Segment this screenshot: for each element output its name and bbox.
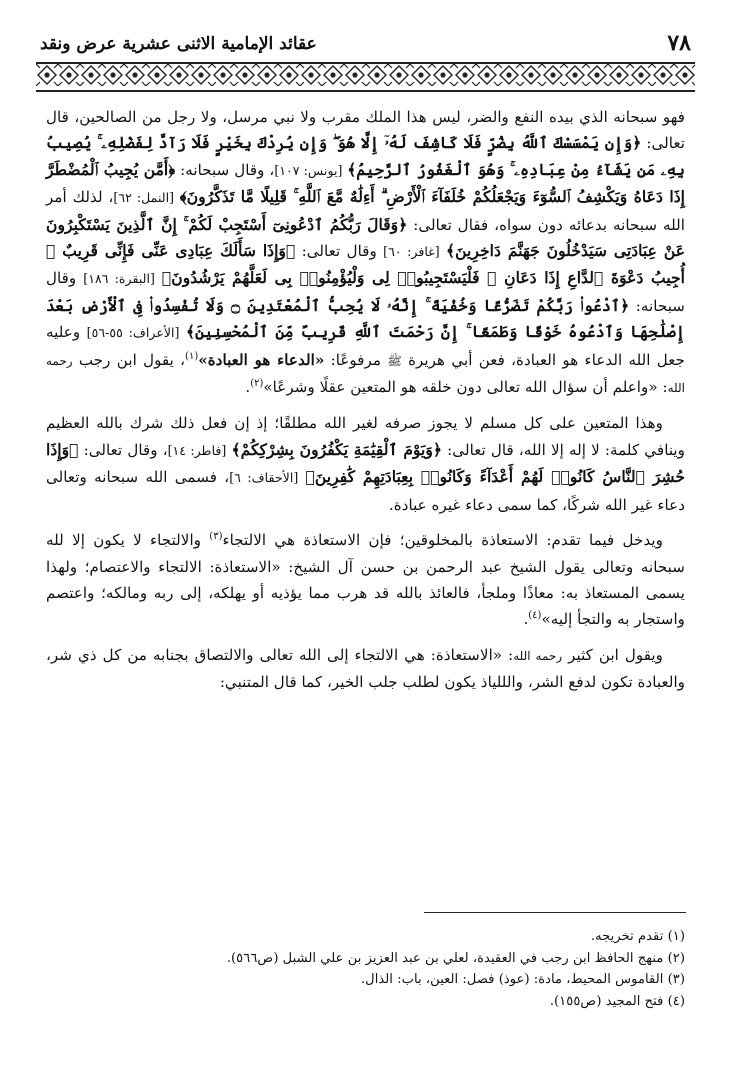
quran-verse: ﴿ٱدْعُوا۟ رَبَّكُمْ تَضَرُّعًا وَخُفْيَةً ۚ إِنَّهُۥ لَا يُحِبُّ ٱلْمُعْتَدِينَ ۝ وَلَا تُفْسِدُوا۟ فِى ٱلْأَرْضِ بَعْدَ إِصْلَٰحِهَا وَٱدْعُوهُ خَوْفًا وَطَمَعًا ۚ إِنَّ رَحْمَتَ ٱللَّهِ قَرِيبٌ مِّنَ ٱلْمُحْسِنِينَ﴾ — [46, 295, 686, 342]
text-run: ، وقال تعالى: — [78, 440, 168, 459]
verse-citation: [الأحقاف: ٦] — [229, 470, 299, 486]
verse-citation: [فاطر: ١٤] — [167, 442, 227, 458]
text-run: ، يقول ابن رجب — [72, 350, 186, 369]
paragraph-2 — [46, 410, 685, 518]
text-run: . — [245, 378, 251, 397]
verse-citation: [النمل: ٦٢] — [113, 190, 175, 206]
quran-verse: ﴿وَيَوْمَ ٱلْقِيَٰمَةِ يَكْفُرُونَ بِشِرْكِكُمْ﴾ — [231, 439, 443, 459]
text-run: وهذا المتعين على كل مسلم لا يجوز صرفه لغير الله مطلقًا؛ إذ إن فعل ذلك شرك بالله العظيم وينافي كلمة: لا إله إلا الله، قال تعالى: — [46, 414, 685, 459]
footnote-ref[interactable]: (١) — [185, 350, 199, 362]
verse-citation: [البقرة: ١٨٦] — [83, 271, 155, 287]
hadith-quote: «الدعاء هو العبادة» — [198, 350, 325, 369]
quran-verse: ﴿وَإِذَا سَأَلَكَ عِبَادِى عَنِّى فَإِنِّى قَرِيبٌ ۖ أُجِيبُ دَعْوَةَ ٱلدَّاعِ إِذَا دَعَانِ ۖ فَلْيَسْتَجِيبُوا۟ لِى وَلْيُؤْمِنُوا۟ بِى لَعَلَّهُمْ يَرْشُدُونَ﴾ — [46, 241, 686, 288]
main-text — [46, 104, 685, 705]
footnote-ref[interactable]: (٤) — [528, 610, 542, 622]
footnote-ref[interactable]: (٢) — [250, 378, 264, 389]
honorific-glyph: رحمه الله — [513, 648, 563, 663]
page-header — [40, 30, 691, 60]
text-run: وقال سبحانه: — [46, 269, 686, 315]
verse-citation: [يونس: ١٠٧] — [274, 162, 343, 178]
quran-verse: ﴿وَقَالَ رَبُّكُمُ ٱدْعُونِىٓ أَسْتَجِبْ لَكُمْ ۚ إِنَّ ٱلَّذِينَ يَسْتَكْبِرُونَ عَنْ عِبَادَتِى سَيَدْخُلُونَ جَهَنَّمَ دَاخِرِينَ﴾ — [46, 214, 686, 261]
verse-citation: [الأعراف: ٥٥-٥٦] — [86, 325, 180, 341]
running-title: عقائد الإمامية الاثنى عشرية عرض ونقد — [40, 34, 317, 54]
text-run: فهو سبحانه الذي بيده النفع والضر، ليس هذا الملك مقرب ولا نبي مرسل، ولا رجل من الصالحين، قال تعالى: — [46, 108, 685, 153]
verse-citation: [غافر: ٦٠] — [383, 244, 440, 260]
paragraph-4 — [46, 642, 685, 696]
text-run: مرفوعًا: — [324, 350, 388, 369]
text-run: ويدخل فيما تقدم: الاستعاذة بالمخلوقين؛ فإن الاستعاذة هي الالتجاء — [222, 531, 663, 550]
paragraph-3 — [46, 527, 685, 633]
text-run: . — [523, 610, 529, 629]
footnotes — [46, 926, 685, 1012]
honorific-glyph: رحمه الله — [46, 353, 685, 396]
footnote-1: (١) تقدم تخريجه. — [590, 929, 685, 944]
footnote-3: (٣) القاموس المحيط، مادة: (عوذ) فصل: العين، باب: الذال. — [360, 972, 685, 987]
honorific-glyph: ﷺ — [387, 353, 402, 368]
quran-verse: ﴿أَمَّن يُجِيبُ ٱلْمُضْطَرَّ إِذَا دَعَاهُ وَيَكْشِفُ ٱلسُّوٓءَ وَيَجْعَلُكُمْ خُلَفَآءَ ٱلْأَرْضِ ۗ أَءِلَٰهٌ مَّعَ ٱللَّهِ ۚ قَلِيلًا مَّا تَذَكَّرُونَ﴾ — [46, 159, 685, 207]
text-run: وعليه جعل الله الدعاء هو العبادة، فعن أبي هريرة — [46, 323, 685, 369]
text-run: والالتجاء لا يكون إلا لله سبحانه وتعالى يقول الشيخ عبد الرحمن بن حسن آل الشيخ: «الاستعاذة: الالتجاء والاعتصام؛ ولهذا يسمى المستعاذ به: معاذًا وملجأ، فالعائذ بالله قد هرب مما يؤذيه أو يهلكه، إلى ربه ومالكه؛ واعتصم واستجار به والتجأ إليه» — [46, 531, 685, 629]
ornamental-border — [36, 62, 695, 92]
footnote-divider — [424, 912, 686, 913]
paragraph-1 — [46, 104, 685, 401]
quran-verse: ﴿وَإِذَا حُشِرَ ٱلنَّاسُ كَانُوا۟ لَهُمْ أَعْدَآءً وَكَانُوا۟ بِعِبَادَتِهِمْ كَٰفِرِينَ﴾ — [46, 439, 685, 487]
text-run: وقال تعالى: — [295, 242, 384, 261]
text-run: : «الاستعاذة: هي الالتجاء إلى الله تعالى والالتصاق بجنابه من كل ذي شر، والعبادة تكون لدفع الشر، والللياذ يكون لطلب جلب الخير، كما قال المتنبي: — [46, 645, 685, 692]
text-run: ، فسمى الله سبحانه وتعالى دعاء غير الله شركًا، كما سمى دعاء غيره عبادة. — [46, 468, 685, 514]
footnote-2: (٢) منهج الحافظ ابن رجب في العقيدة، لعلي بن عبد العزيز بن علي الشبل (ص٥٦٦). — [226, 950, 685, 966]
quran-verse: ﴿وَإِن يَمْسَسْكَ ٱللَّهُ بِضُرٍّ فَلَا كَاشِفَ لَهُۥٓ إِلَّا هُوَ ۖ وَإِن يُرِدْكَ بِخَيْرٍ فَلَا رَآدَّ لِفَضْلِهِۦ ۚ يُصِيبُ بِهِۦ مَن يَشَآءُ مِنْ عِبَادِهِۦ ۚ وَهُوَ ٱلْغَفُورُ ٱلرَّحِيمُ﴾ — [46, 133, 686, 179]
text-run: ، وقال سبحانه: — [175, 160, 275, 179]
text-run: ويقول ابن كثير — [562, 645, 663, 664]
page-number: ٧٨ — [667, 30, 691, 56]
footnote-ref[interactable]: (٣) — [209, 531, 223, 543]
text-run: : «واعلم أن سؤال الله تعالى دون خلقه هو المتعين عقلًا وشرعًا» — [263, 378, 668, 397]
footnote-4: (٤) فتح المجيد (ص١٥٥). — [549, 993, 685, 1009]
text-run: ، لذلك أمر الله سبحانه بدعائه دون سواه، فقال تعالى: — [46, 188, 685, 234]
ornament-pattern-icon — [36, 64, 695, 86]
